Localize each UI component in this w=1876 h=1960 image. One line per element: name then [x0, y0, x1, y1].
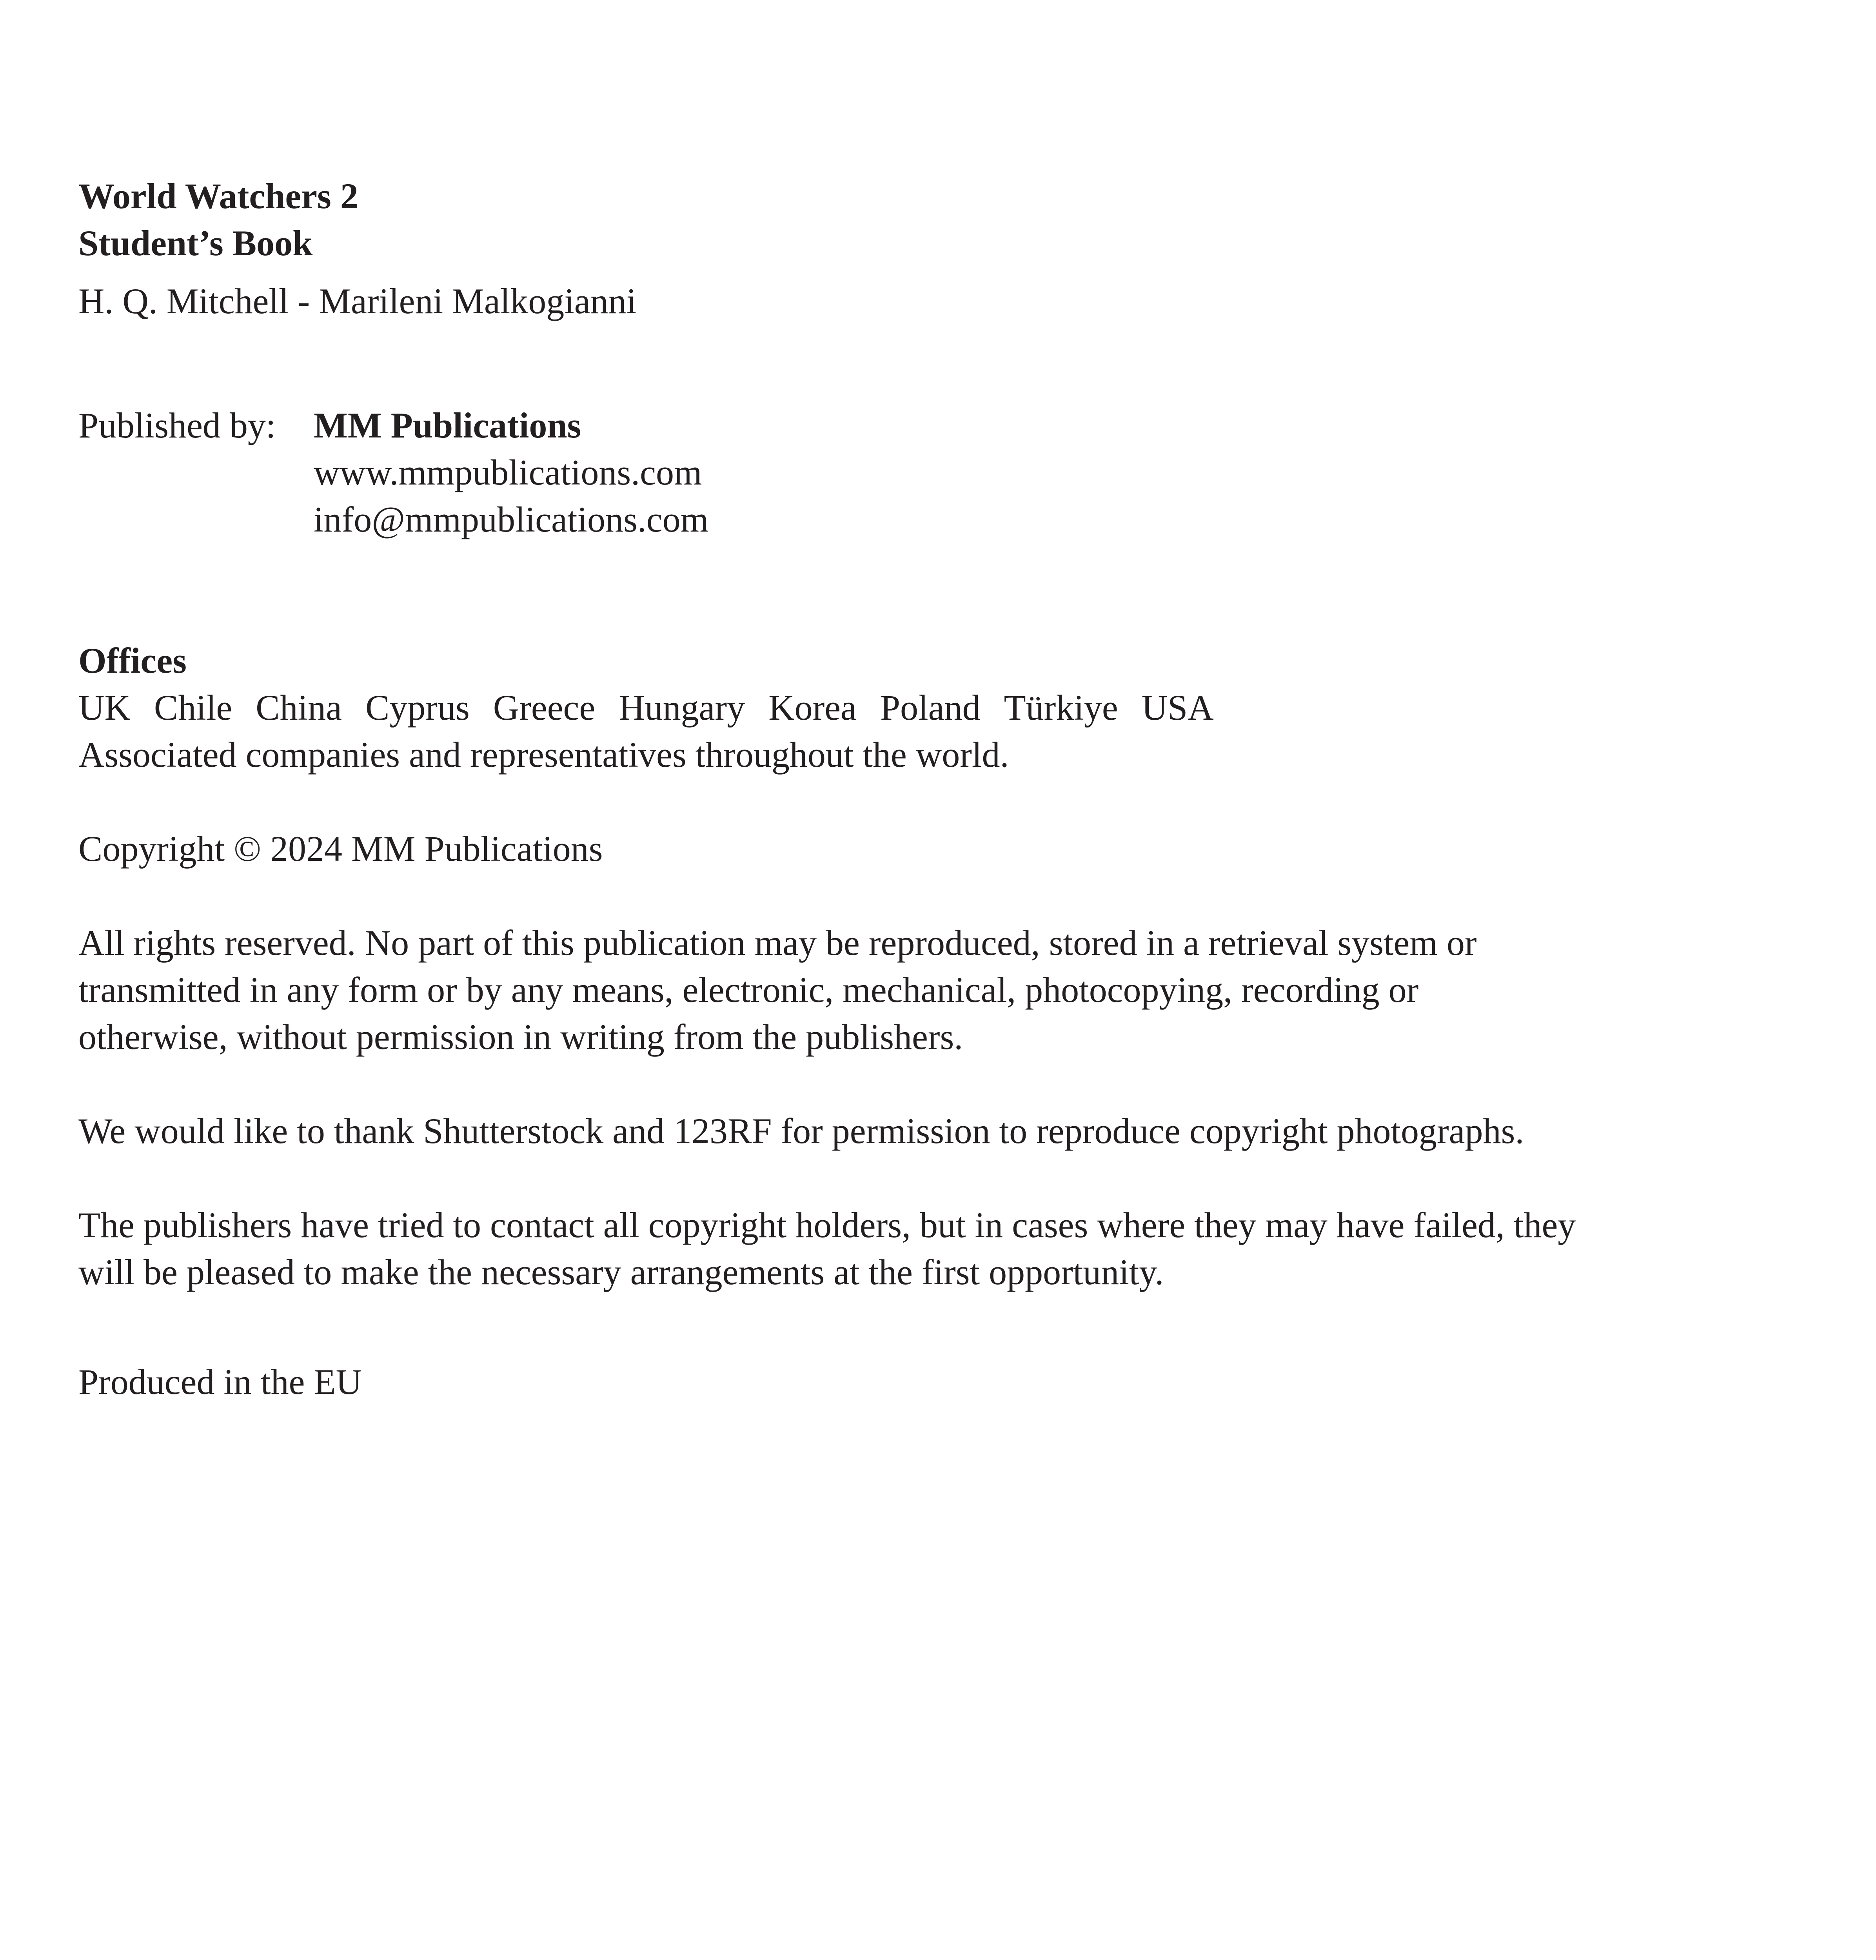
office-country: Türkiye — [1004, 688, 1118, 728]
office-country: Greece — [493, 688, 596, 728]
office-country: Hungary — [619, 688, 745, 728]
publisher-email: info@mmpublications.com — [314, 499, 709, 539]
published-by-label: Published by: — [78, 405, 276, 445]
office-country: UK — [78, 688, 131, 728]
copyright-notice: Copyright © 2024 MM Publications — [78, 829, 603, 869]
office-country: USA — [1141, 688, 1214, 728]
authors: H. Q. Mitchell - Marileni Malkogianni — [78, 281, 637, 321]
rights-line: otherwise, without permission in writing from the publishers. — [78, 1017, 963, 1057]
office-country: Chile — [154, 688, 232, 728]
office-country: Poland — [880, 688, 981, 728]
rights-line: transmitted in any form or by any means, electronic, mechanical, photocopying, recording or — [78, 970, 1419, 1010]
offices-heading: Offices — [78, 641, 187, 681]
rights-line: All rights reserved. No part of this publication may be reproduced, stored in a retrieval system or — [78, 923, 1477, 963]
holders-notice-line: will be pleased to make the necessary arrangements at the first opportunity. — [78, 1252, 1164, 1292]
associated-companies: Associated companies and representatives throughout the world. — [78, 735, 1009, 775]
book-subtitle: Student’s Book — [78, 223, 313, 263]
produced-in: Produced in the EU — [78, 1362, 362, 1402]
publisher-name: MM Publications — [314, 405, 581, 445]
book-title: World Watchers 2 — [78, 176, 358, 216]
publisher-website: www.mmpublications.com — [314, 452, 702, 492]
acknowledgement: We would like to thank Shutterstock and 123RF for permission to reproduce copyright photographs. — [78, 1111, 1524, 1151]
office-country: Korea — [768, 688, 857, 728]
holders-notice-line: The publishers have tried to contact all copyright holders, but in cases where they may have failed, they — [78, 1205, 1576, 1245]
offices-list — [78, 684, 1214, 731]
office-country: Cyprus — [365, 688, 470, 728]
office-country: China — [256, 688, 342, 728]
